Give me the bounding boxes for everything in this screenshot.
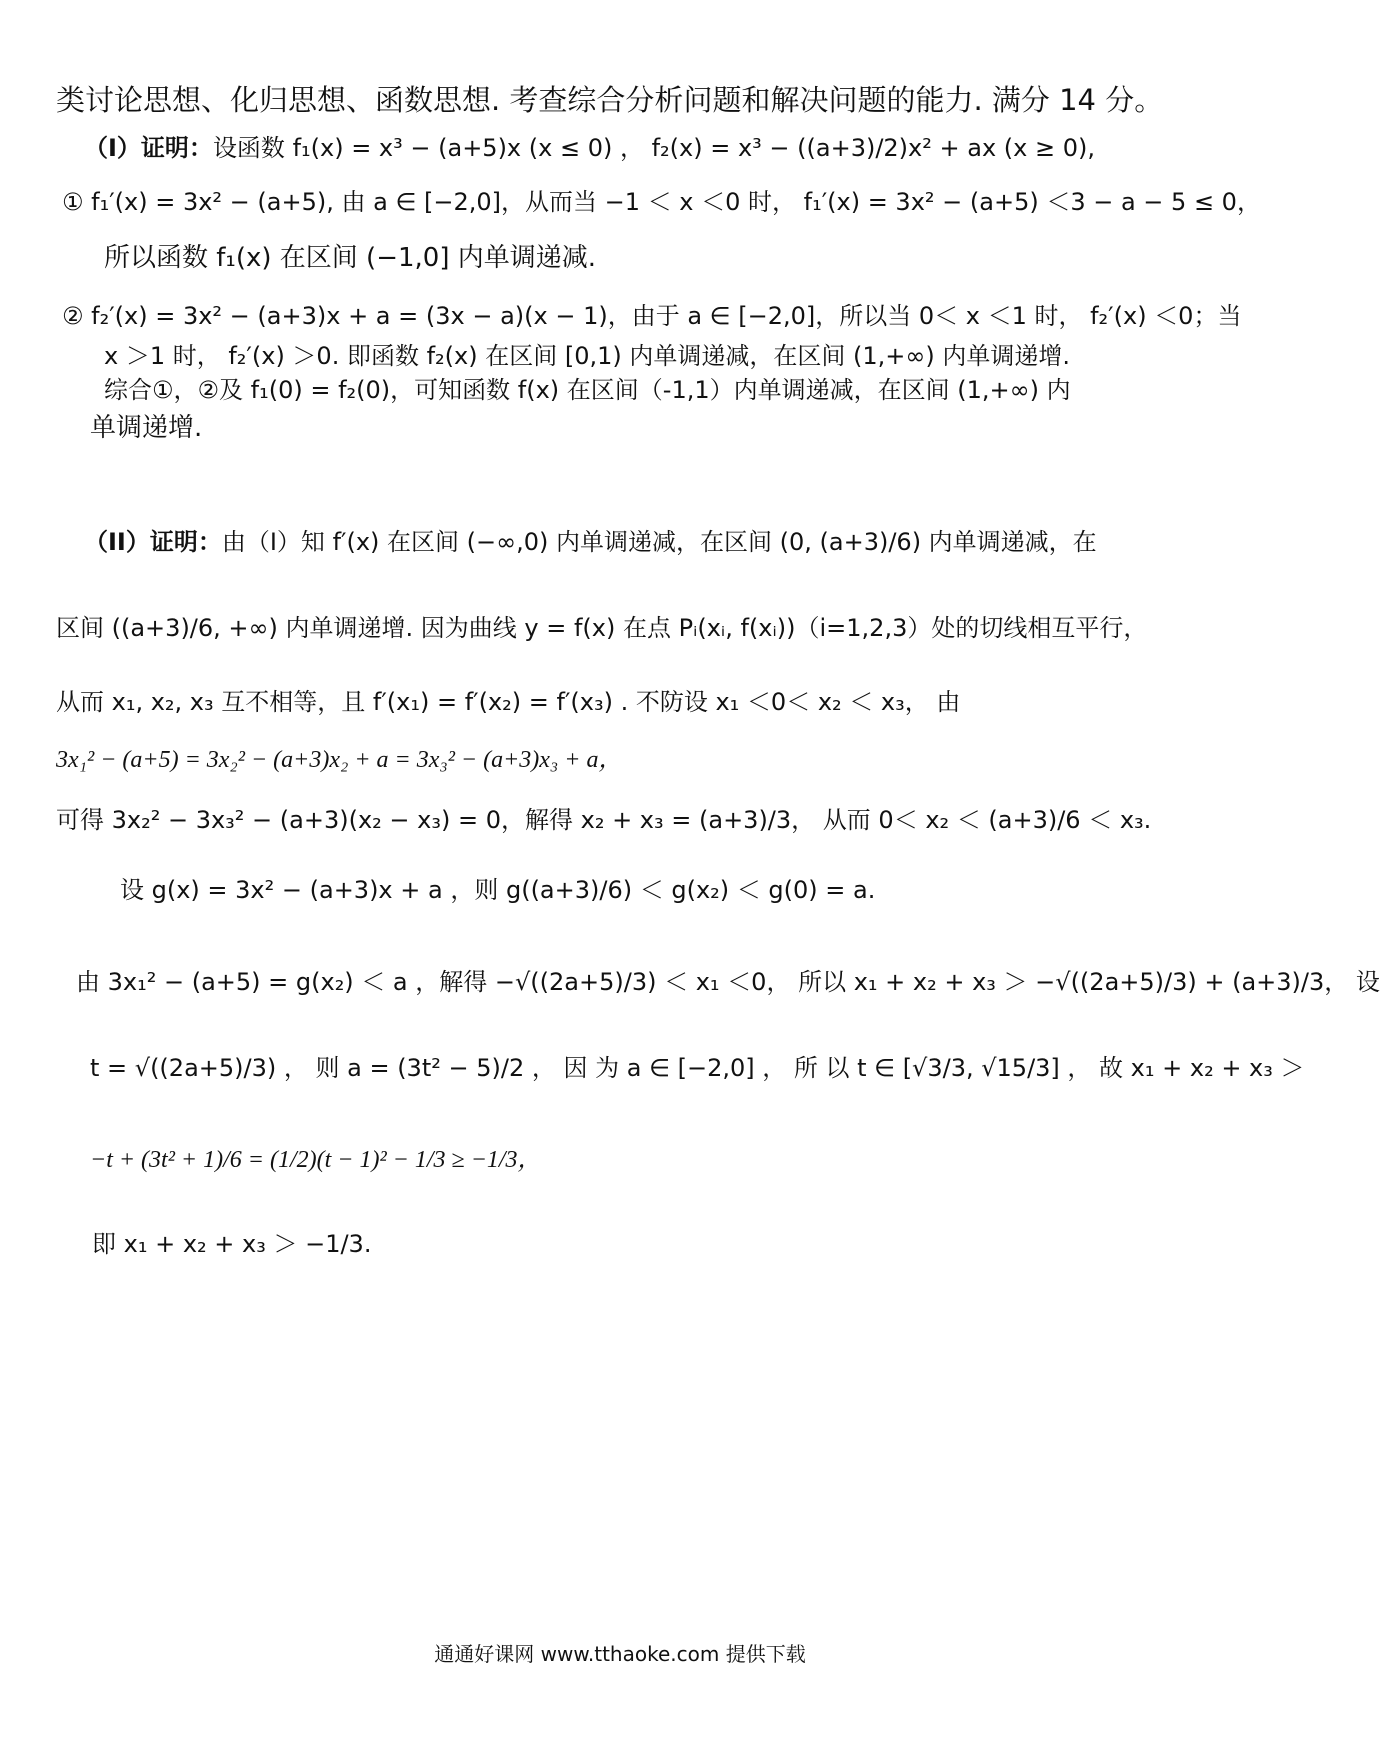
part-2-line-3: 从而 x₁, x₂, x₃ 互不相等，且 f′(x₁) = f′(x₂) = f′(x₃) . 不防设 x₁ ＜0＜ x₂ ＜ x₃， 由 xyxy=(56,688,961,716)
part-2-line-2: 区间 ((a+3)/6, +∞) 内单调递增. 因为曲线 y = f(x) 在点 Pᵢ(xᵢ, f(xᵢ))（i=1,2,3）处的切线相互平行， xyxy=(56,614,1148,642)
bound-x1: 由 3x₁² − (a+5) = g(x₂) ＜ a ，解得 −√((2a+5)/3) ＜ x₁ ＜0， 所以 x₁ + x₂ + x₃ ＞ −√((2a+5)/3) + (a+3)/3， 设 xyxy=(76,968,1380,996)
step-1-derivative: ① f₁′(x) = 3x² − (a+5), 由 a ∈ [−2,0]，从而当 −1 ＜ x ＜0 时， f₁′(x) = 3x² − (a+5) ＜3 − a − 5 ≤ 0， xyxy=(62,188,1261,216)
final-inequality: −t + (3t² + 1)/6 = (1/2)(t − 1)² − 1/3 ≥ −1/3， xyxy=(90,1147,542,1173)
footer-source: 通通好课网 www.tthaoke.com 提供下载 xyxy=(434,1642,806,1666)
step-2-conclusion: x ＞1 时， f₂′(x) ＞0. 即函数 f₂(x) 在区间 [0,1) 内单调递减，在区间 (1,+∞) 内单调递增. xyxy=(104,342,1070,370)
part-1-intro xyxy=(84,128,1095,168)
equation-equal-slopes: 3x₁² − (a+5) = 3x₂² − (a+3)x₂ + a = 3x₃² − (a+3)x₃ + a， xyxy=(56,747,623,773)
part-2-intro xyxy=(84,522,1097,562)
final-conclusion: 即 x₁ + x₂ + x₃ ＞ −1/3. xyxy=(92,1230,372,1258)
define-g: 设 g(x) = 3x² − (a+3)x + a ，则 g((a+3)/6) ＜ g(x₂) ＜ g(0) = a. xyxy=(120,876,876,904)
part-1-definition: 设函数 f₁(x) = x³ − (a+5)x (x ≤ 0) ， f₂(x) = x³ − ((a+3)/2)x² + ax (x ≥ 0), xyxy=(212,134,1095,162)
text-line-1: 类讨论思想、化归思想、函数思想. 考查综合分析问题和解决问题的能力. 满分 14 分。 xyxy=(56,83,1164,117)
equation-sum-x2-x3: 可得 3x₂² − 3x₃² − (a+3)(x₂ − x₃) = 0，解得 x₂ + x₃ = (a+3)/3， 从而 0＜ x₂ ＜ (a+3)/6 ＜ x₃. xyxy=(56,806,1152,834)
part-2-label: （II）证明： xyxy=(84,528,222,556)
substitution-t: t = √((2a+5)/3) ， 则 a = (3t² − 5)/2 ， 因 为 a ∈ [−2,0] ， 所 以 t ∈ [√3/3, √15/3] ， 故 x₁ + x₂ + x₃ ＞ xyxy=(90,1054,1305,1082)
part-2-monotonicity: 由（I）知 f′(x) 在区间 (−∞,0) 内单调递减，在区间 (0, (a+3)/6) 内单调递减，在 xyxy=(221,528,1097,556)
part-1-label: （I）证明： xyxy=(84,134,213,162)
step-1-conclusion: 所以函数 f₁(x) 在区间 (−1,0] 内单调递减. xyxy=(104,243,596,273)
summary-line-1: 综合①，②及 f₁(0) = f₂(0)，可知函数 f(x) 在区间（-1,1）内单调递减，在区间 (1,+∞) 内 xyxy=(104,376,1071,404)
step-2-derivative: ② f₂′(x) = 3x² − (a+3)x + a = (3x − a)(x − 1)，由于 a ∈ [−2,0]，所以当 0＜ x ＜1 时， f₂′(x) ＜0；当 xyxy=(62,302,1242,330)
summary-line-2: 单调递增. xyxy=(90,413,203,443)
